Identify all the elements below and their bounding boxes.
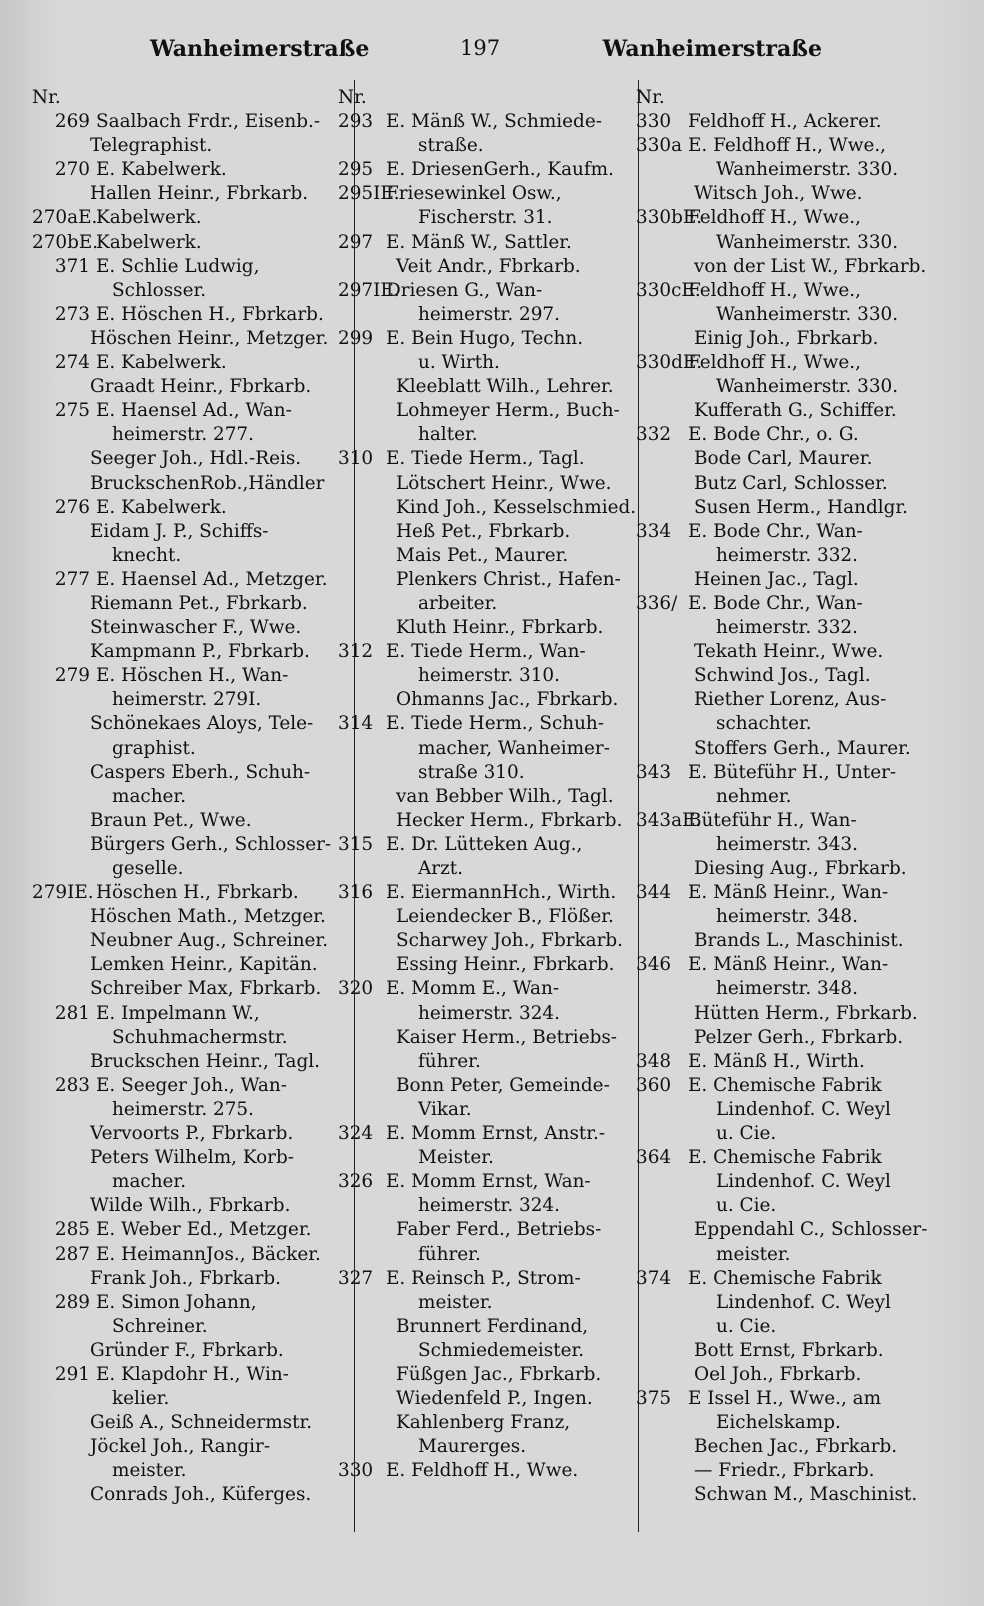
house-entry [32,110,348,134]
resident-line: halter. [418,424,478,446]
house-entry [636,881,956,905]
resident-line: heimerstr. 348. [716,978,858,1000]
resident-line: Kampmann P., Fbrkarb. [90,641,310,663]
house-entry [32,1243,348,1267]
resident-text: E. Feldhoff H., Wwe. [386,1460,579,1482]
house-number: 315 [338,833,374,855]
house-entry [636,1267,956,1291]
resident-line: Schuhmachermstr. [112,1026,288,1048]
page-number: 197 [460,36,501,60]
house-entry [636,279,956,303]
resident-text: E. Weber Ed., Metzger. [96,1219,312,1241]
resident-line: nehmer. [716,785,792,807]
resident-line: macher. [112,785,187,807]
resident-text: Feldhoff H., Ackerer. [688,111,882,133]
resident-text: Kabelwerk. [96,231,202,253]
house-number: 336/ [636,592,678,614]
house-number: 299 [338,327,374,349]
resident-line: Oel Joh., Fbrkarb. [694,1363,862,1385]
house-entry [32,1363,348,1387]
resident-line: Veit Andr., Fbrkarb. [396,255,581,277]
house-entry [338,447,638,471]
resident-line: Pelzer Gerh., Fbrkarb. [694,1026,904,1048]
resident-text: Höschen H., Fbrkarb. [96,882,299,904]
resident-line: Seeger Joh., Hdl.-Reis. [90,448,302,470]
house-number: 270bE. [32,231,99,253]
house-entry [338,1459,638,1483]
resident-text: E. DriesenGerh., Kaufm. [386,159,614,181]
resident-line: Braun Pet., Wwe. [90,809,252,831]
resident-line: heimerstr. 324. [418,1002,560,1024]
resident-line: führer. [418,1050,481,1072]
house-entry [636,423,956,447]
house-number: 330 [636,111,672,133]
house-number: 334 [636,520,672,542]
resident-line: heimerstr. 277. [112,424,254,446]
resident-line: Butz Carl, Schlosser. [694,472,888,494]
house-number: 326 [338,1171,374,1193]
house-number: 327 [338,1267,374,1289]
resident-line: von der List W., Fbrkarb. [694,255,927,277]
resident-line: Frank Joh., Fbrkarb. [90,1267,282,1289]
resident-line: Brunnert Ferdinand, [396,1315,589,1337]
house-number: 291 [54,1363,90,1385]
house-entry [338,640,638,664]
resident-text: E. Dr. Lütteken Aug., [386,833,583,855]
house-number: 343aE. [636,809,702,831]
resident-text: E. Büteführ H., Unter- [688,761,897,783]
resident-line: Scharwey Joh., Fbrkarb. [396,930,624,952]
resident-line: Lindenhof. C. Weyl [716,1291,891,1313]
house-entry [32,351,348,375]
resident-line: Hütten Herm., Fbrkarb. [694,1002,918,1024]
resident-line: Schlosser. [112,279,207,301]
resident-text: E. Kabelwerk. [96,159,227,181]
resident-line: Höschen Heinr., Metzger. [90,327,329,349]
resident-line: Hecker Herm., Fbrkarb. [396,809,623,831]
resident-line: Kleeblatt Wilh., Lehrer. [396,376,614,398]
house-number: 279IE. [32,882,94,904]
header-street-right: Wanheimerstraße [602,36,822,62]
resident-text: E. Bode Chr., o. G. [688,424,859,446]
resident-text: E. Bein Hugo, Techn. [386,327,584,349]
house-number: 348 [636,1050,672,1072]
house-number: 310 [338,448,374,470]
resident-text: E Issel H., Wwe., am [688,1388,882,1410]
resident-line: Hallen Heinr., Fbrkarb. [90,183,309,205]
resident-text: E. Höschen H., Fbrkarb. [96,303,324,325]
resident-text: Büteführ H., Wan- [688,809,857,831]
house-entry [32,881,348,905]
column-left [32,86,348,1508]
house-number: 276 [54,496,90,518]
house-entry [338,977,638,1001]
resident-line: Stoffers Gerh., Maurer. [694,737,911,759]
resident-line: Jöckel Joh., Rangir- [90,1436,271,1458]
resident-line: knecht. [112,544,182,566]
resident-text: E. Mänß W., Sattler. [386,231,572,253]
resident-line: schachter. [716,713,812,735]
house-number: 330 [338,1460,374,1482]
resident-text: Friesewinkel Osw., [386,183,562,205]
resident-text: E. Momm E., Wan- [386,978,560,1000]
resident-text: E. Höschen H., Wan- [96,665,289,687]
resident-text: E. Chemische Fabrik [688,1147,882,1169]
resident-line: Kaiser Herm., Betriebs- [396,1026,618,1048]
resident-line: kelier. [112,1388,170,1410]
resident-line: straße 310. [418,761,525,783]
resident-line: arbeiter. [418,592,498,614]
resident-line: u. Cie. [716,1195,777,1217]
resident-line: Schwan M., Maschinist. [694,1484,918,1506]
resident-line: Eichelskamp. [716,1412,841,1434]
resident-line: Lindenhof. C. Weyl [716,1098,891,1120]
resident-line: Wanheimerstr. 330. [716,159,899,181]
resident-line: Vikar. [418,1098,472,1120]
resident-text: E. Seeger Joh., Wan- [96,1074,287,1096]
resident-line: Wanheimerstr. 330. [716,376,899,398]
house-entry [32,206,348,230]
resident-line: heimerstr. 348. [716,906,858,928]
resident-line: van Bebber Wilh., Tagl. [396,785,614,807]
resident-line: Vervoorts P., Fbrkarb. [90,1123,294,1145]
resident-line: Lemken Heinr., Kapitän. [90,954,318,976]
house-number: 371 [54,255,90,277]
resident-line: macher. [112,1171,187,1193]
column-middle [338,86,638,1483]
resident-line: — Friedr., Fbrkarb. [694,1460,875,1482]
resident-line: macher, Wanheimer- [418,737,610,759]
resident-line: u. Cie. [716,1315,777,1337]
resident-line: Mais Pet., Maurer. [396,544,569,566]
resident-line: heimerstr. 324. [418,1195,560,1217]
resident-line: Riether Lorenz, Aus- [694,689,887,711]
resident-line: Telegraphist. [90,135,213,157]
resident-line: Fischerstr. 31. [418,207,553,229]
resident-text: Saalbach Frdr., Eisenb.- [96,111,321,133]
house-number: 312 [338,641,374,663]
resident-line: Conrads Joh., Küferges. [90,1484,312,1506]
resident-line: Füßgen Jac., Fbrkarb. [396,1363,602,1385]
column-heading: Nr. [338,87,367,108]
column-right [636,86,956,1508]
resident-line: Einig Joh., Fbrkarb. [694,327,879,349]
house-number: 297 [338,231,374,253]
resident-text: E. Momm Ernst, Anstr.- [386,1123,606,1145]
resident-line: Kluth Heinr., Fbrkarb. [396,617,604,639]
resident-line: Caspers Eberh., Schuh- [90,761,311,783]
house-number: 330a [636,135,683,157]
house-number: 283 [54,1074,90,1096]
resident-text: E. Mänß Heinr., Wan- [688,954,889,976]
resident-line: Tekath Heinr., Wwe. [694,641,884,663]
resident-line: Lindenhof. C. Weyl [716,1171,891,1193]
resident-line: u. Wirth. [418,352,500,374]
resident-line: meister. [716,1243,791,1265]
house-entry [636,761,956,785]
resident-line: Witsch Joh., Wwe. [694,183,863,205]
resident-text: E. Tiede Herm., Schuh- [386,713,604,735]
resident-line: Neubner Aug., Schreiner. [90,930,329,952]
resident-line: heimerstr. 279I. [112,689,262,711]
resident-text: E. Reinsch P., Strom- [386,1267,581,1289]
house-number: 293 [338,111,374,133]
resident-line: Arzt. [418,858,463,879]
resident-line: Maurerges. [418,1436,527,1458]
house-entry [32,303,348,327]
house-entry [32,664,348,688]
resident-line: Meister. [418,1147,494,1169]
resident-line: Heß Pet., Fbrkarb. [396,520,571,542]
resident-text: E. Haensel Ad., Metzger. [96,568,328,590]
resident-line: führer. [418,1243,481,1265]
house-number: 270aE. [32,207,98,229]
house-entry [32,255,348,279]
resident-line: Geiß A., Schneidermstr. [90,1412,313,1434]
resident-line: Bechen Jac., Fbrkarb. [694,1436,898,1458]
house-number: 332 [636,424,672,446]
resident-line: Plenkers Christ., Hafen- [396,568,621,590]
house-entry [32,1074,348,1098]
house-number: 374 [636,1267,672,1289]
resident-line: heimerstr. 332. [716,617,858,639]
resident-line: Peters Wilhelm, Korb- [90,1147,294,1169]
resident-line: Kahlenberg Franz, [396,1412,571,1434]
resident-line: Wilde Wilh., Fbrkarb. [90,1195,291,1217]
house-entry [338,158,638,182]
house-number: 375 [636,1388,672,1410]
house-number: 273 [54,303,90,325]
house-entry [32,158,348,182]
resident-text: E. HeimannJos., Bäcker. [96,1243,321,1265]
house-entry [338,881,638,905]
resident-line: Steinwascher F., Wwe. [90,617,302,639]
house-number: 314 [338,713,374,735]
house-number: 287 [54,1243,90,1265]
house-entry [338,1267,638,1291]
house-number: 277 [54,568,90,590]
resident-text: E. Kabelwerk. [96,496,227,518]
resident-text: E. Kabelwerk. [96,352,227,374]
house-entry [32,1291,348,1315]
house-entry [636,809,956,833]
house-number: 344 [636,882,672,904]
house-entry [338,1170,638,1194]
house-entry [32,399,348,423]
house-number: 330cE. [636,279,701,301]
resident-text: E. Tiede Herm., Wan- [386,641,586,663]
resident-line: Bode Carl, Maurer. [694,448,873,470]
resident-line: heimerstr. 332. [716,544,858,566]
house-number: 346 [636,954,672,976]
house-entry [338,231,638,255]
resident-line: Bonn Peter, Gemeinde- [396,1074,610,1096]
resident-text: E. Feldhoff H., Wwe., [688,135,887,157]
resident-line: Gründer F., Fbrkarb. [90,1339,284,1361]
resident-line: straße. [418,135,484,157]
resident-line: heimerstr. 343. [716,833,858,855]
house-entry [636,1050,956,1074]
house-entry [636,1387,956,1411]
resident-line: Eppendahl C., Schlosser- [694,1219,928,1241]
resident-line: Riemann Pet., Fbrkarb. [90,592,308,614]
resident-text: E. Momm Ernst, Wan- [386,1171,591,1193]
resident-line: Kind Joh., Kesselschmied. [396,496,637,518]
house-number: 330bE. [636,207,703,229]
resident-line: Schmiedemeister. [418,1339,585,1361]
resident-line: Bott Ernst, Fbrkarb. [694,1339,884,1361]
house-number: 364 [636,1147,672,1169]
resident-text: E. Chemische Fabrik [688,1074,882,1096]
resident-line: Ohmanns Jac., Fbrkarb. [396,689,619,711]
resident-line: Leiendecker B., Flößer. [396,906,614,928]
house-number: 316 [338,882,374,904]
resident-line: Lohmeyer Herm., Buch- [396,400,620,422]
house-number: 297IE. [338,279,400,301]
resident-line: Wanheimerstr. 330. [716,231,899,253]
house-number: 320 [338,978,374,1000]
house-number: 360 [636,1074,672,1096]
resident-text: E. Mänß Heinr., Wan- [688,882,889,904]
resident-line: u. Cie. [716,1123,777,1145]
resident-line: Lötschert Heinr., Wwe. [396,472,612,494]
house-entry [636,953,956,977]
resident-line: heimerstr. 275. [112,1098,254,1120]
resident-line: Schwind Jos., Tagl. [694,665,871,687]
resident-line: Brands L., Maschinist. [694,930,904,952]
resident-line: heimerstr. 297. [418,303,560,325]
resident-line: Wiedenfeld P., Ingen. [396,1388,593,1410]
resident-line: Bruckschen Heinr., Tagl. [90,1050,321,1072]
house-entry [32,496,348,520]
column-heading: Nr. [636,87,665,108]
resident-text: Driesen G., Wan- [386,279,543,301]
resident-line: geselle. [112,858,184,879]
page-header [40,30,940,66]
resident-text: E. Klapdohr H., Win- [96,1363,289,1385]
resident-text: E. Simon Johann, [96,1291,257,1313]
house-entry [636,206,956,230]
resident-line: Kufferath G., Schiffer. [694,400,897,422]
resident-line: Susen Herm., Handlgr. [694,496,909,518]
resident-text: Feldhoff H., Wwe., [688,352,861,374]
house-entry [338,182,638,206]
resident-text: E. Haensel Ad., Wan- [96,400,292,422]
resident-text: E. Impelmann W., [96,1002,260,1024]
resident-text: Kabelwerk. [96,207,202,229]
house-entry [636,1146,956,1170]
house-entry [636,134,956,158]
resident-line: Eidam J. P., Schiffs- [90,520,269,542]
house-number: 330dE. [636,352,703,374]
house-number: 281 [54,1002,90,1024]
resident-text: E. Schlie Ludwig, [96,255,260,277]
resident-line: Graadt Heinr., Fbrkarb. [90,376,312,398]
resident-line: Höschen Math., Metzger. [90,906,326,928]
column-heading: Nr. [32,87,61,108]
resident-line: Schreiner. [112,1315,208,1337]
house-entry [636,520,956,544]
house-number: 270 [54,159,90,181]
house-entry [636,110,956,134]
resident-line: Heinen Jac., Tagl. [694,568,859,590]
house-number: 295 [338,159,374,181]
house-entry [32,231,348,255]
resident-line: meister. [112,1460,187,1482]
resident-line: meister. [418,1291,493,1313]
house-number: 343 [636,761,672,783]
house-number: 274 [54,352,90,374]
house-entry [636,351,956,375]
resident-text: E. Chemische Fabrik [688,1267,882,1289]
resident-line: Bürgers Gerh., Schlosser- [90,833,332,855]
resident-text: E. Bode Chr., Wan- [688,592,863,614]
house-number: 275 [54,400,90,422]
resident-line: Wanheimerstr. 330. [716,303,899,325]
resident-line: Essing Heinr., Fbrkarb. [396,954,615,976]
header-street-left: Wanheimerstraße [150,36,370,62]
house-entry [32,1218,348,1242]
resident-line: graphist. [112,737,196,759]
resident-line: Schreiber Max, Fbrkarb. [90,978,322,1000]
resident-text: E. Mänß W., Schmiede- [386,111,602,133]
house-entry [32,1002,348,1026]
resident-text: E. Mänß H., Wirth. [688,1050,865,1072]
house-entry [338,327,638,351]
house-number: 279 [54,665,90,687]
resident-line: Faber Ferd., Betriebs- [396,1219,602,1241]
house-number: 285 [54,1219,90,1241]
resident-text: Feldhoff H., Wwe., [688,207,861,229]
house-entry [338,110,638,134]
resident-text: E. Bode Chr., Wan- [688,520,863,542]
house-entry [636,1074,956,1098]
resident-line: heimerstr. 310. [418,665,560,687]
house-number: 289 [54,1291,90,1313]
resident-text: E. Tiede Herm., Tagl. [386,448,585,470]
house-number: 295IE. [338,183,400,205]
resident-line: BruckschenRob.,Händler [90,472,325,494]
house-entry [636,592,956,616]
house-entry [32,568,348,592]
house-number: 269 [54,111,90,133]
house-entry [338,712,638,736]
resident-line: Diesing Aug., Fbrkarb. [694,858,907,879]
resident-text: Feldhoff H., Wwe., [688,279,861,301]
house-entry [338,279,638,303]
resident-text: E. EiermannHch., Wirth. [386,882,617,904]
resident-line: Schönekaes Aloys, Tele- [90,713,314,735]
house-entry [338,833,638,857]
house-entry [338,1122,638,1146]
house-number: 324 [338,1123,374,1145]
